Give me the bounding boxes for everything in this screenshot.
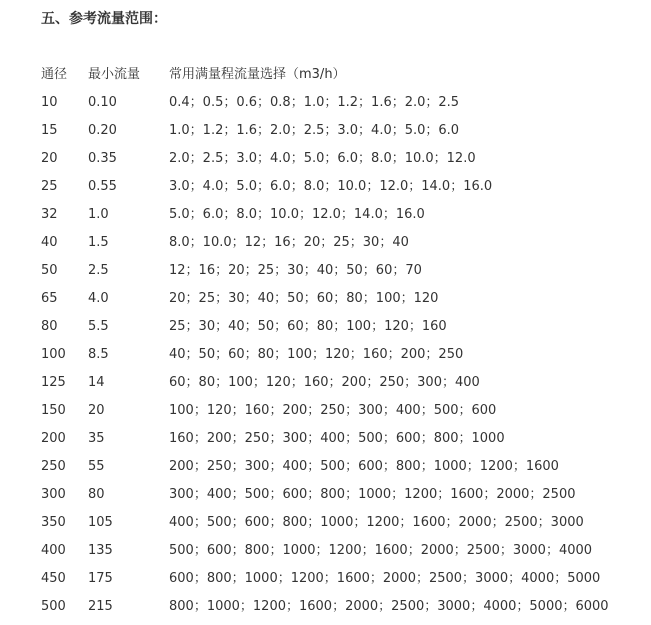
cell-full-scale-flow: 3.0；4.0；5.0；6.0；8.0；10.0；12.0；14.0；16.0 — [169, 179, 493, 194]
table-row — [41, 317, 641, 345]
cell-min-flow: 4.0 — [88, 291, 109, 306]
table-header-row — [41, 65, 641, 93]
cell-diameter: 65 — [41, 291, 58, 306]
table-row — [41, 457, 641, 485]
cell-min-flow: 0.55 — [88, 179, 117, 194]
cell-diameter: 150 — [41, 403, 66, 418]
cell-full-scale-flow: 2.0；2.5；3.0；4.0；5.0；6.0；8.0；10.0；12.0 — [169, 151, 476, 166]
table-row — [41, 485, 641, 513]
cell-min-flow: 105 — [88, 515, 113, 530]
cell-diameter: 300 — [41, 487, 66, 502]
section-title: 五、参考流量范围： — [41, 11, 167, 27]
flow-range-table — [41, 65, 641, 625]
cell-full-scale-flow: 1.0；1.2；1.6；2.0；2.5；3.0；4.0；5.0；6.0 — [169, 123, 460, 138]
cell-full-scale-flow: 500；600；800；1000；1200；1600；2000；2500；3000；4000 — [169, 543, 593, 558]
header-min-flow: 最小流量 — [88, 67, 141, 82]
table-row — [41, 149, 641, 177]
cell-full-scale-flow: 8.0；10.0；12；16；20；25；30；40 — [169, 235, 409, 250]
cell-full-scale-flow: 400；500；600；800；1000；1200；1600；2000；2500；3000 — [169, 515, 584, 530]
cell-diameter: 450 — [41, 571, 66, 586]
cell-full-scale-flow: 20；25；30；40；50；60；80；100；120 — [169, 291, 439, 306]
cell-min-flow: 0.10 — [88, 95, 117, 110]
cell-diameter: 200 — [41, 431, 66, 446]
cell-full-scale-flow: 40；50；60；80；100；120；160；200；250 — [169, 347, 464, 362]
table-row — [41, 177, 641, 205]
cell-full-scale-flow: 0.4；0.5；0.6；0.8；1.0；1.2；1.6；2.0；2.5 — [169, 95, 460, 110]
cell-min-flow: 55 — [88, 459, 105, 474]
cell-full-scale-flow: 160；200；250；300；400；500；600；800；1000 — [169, 431, 505, 446]
header-diameter: 通径 — [41, 67, 68, 82]
cell-min-flow: 215 — [88, 599, 113, 614]
table-row — [41, 261, 641, 289]
cell-diameter: 15 — [41, 123, 58, 138]
cell-diameter: 25 — [41, 179, 58, 194]
cell-diameter: 100 — [41, 347, 66, 362]
table-row — [41, 429, 641, 457]
cell-diameter: 80 — [41, 319, 58, 334]
table-row — [41, 569, 641, 597]
table-row — [41, 121, 641, 149]
table-row — [41, 289, 641, 317]
cell-full-scale-flow: 25；30；40；50；60；80；100；120；160 — [169, 319, 447, 334]
cell-diameter: 500 — [41, 599, 66, 614]
cell-min-flow: 8.5 — [88, 347, 109, 362]
cell-min-flow: 1.0 — [88, 207, 109, 222]
table-row — [41, 541, 641, 569]
cell-min-flow: 175 — [88, 571, 113, 586]
cell-min-flow: 2.5 — [88, 263, 109, 278]
cell-full-scale-flow: 100；120；160；200；250；300；400；500；600 — [169, 403, 497, 418]
cell-min-flow: 80 — [88, 487, 105, 502]
table-body — [41, 93, 641, 625]
cell-diameter: 350 — [41, 515, 66, 530]
cell-min-flow: 135 — [88, 543, 113, 558]
table-row — [41, 345, 641, 373]
cell-min-flow: 0.35 — [88, 151, 117, 166]
cell-diameter: 250 — [41, 459, 66, 474]
cell-min-flow: 20 — [88, 403, 105, 418]
cell-full-scale-flow: 200；250；300；400；500；600；800；1000；1200；1600 — [169, 459, 559, 474]
cell-full-scale-flow: 12；16；20；25；30；40；50；60；70 — [169, 263, 422, 278]
cell-diameter: 40 — [41, 235, 58, 250]
table-row — [41, 93, 641, 121]
cell-min-flow: 0.20 — [88, 123, 117, 138]
cell-diameter: 125 — [41, 375, 66, 390]
cell-diameter: 400 — [41, 543, 66, 558]
cell-min-flow: 1.5 — [88, 235, 109, 250]
cell-diameter: 50 — [41, 263, 58, 278]
cell-min-flow: 14 — [88, 375, 105, 390]
cell-full-scale-flow: 60；80；100；120；160；200；250；300；400 — [169, 375, 480, 390]
table-row — [41, 513, 641, 541]
cell-diameter: 20 — [41, 151, 58, 166]
cell-full-scale-flow: 300；400；500；600；800；1000；1200；1600；2000；2500 — [169, 487, 576, 502]
cell-full-scale-flow: 5.0；6.0；8.0；10.0；12.0；14.0；16.0 — [169, 207, 425, 222]
cell-diameter: 32 — [41, 207, 58, 222]
cell-min-flow: 35 — [88, 431, 105, 446]
cell-diameter: 10 — [41, 95, 58, 110]
table-row — [41, 401, 641, 429]
table-row — [41, 373, 641, 401]
table-row — [41, 233, 641, 261]
header-full-scale-flow: 常用满量程流量选择（m3/h） — [169, 67, 346, 82]
cell-full-scale-flow: 600；800；1000；1200；1600；2000；2500；3000；4000；5000 — [169, 571, 601, 586]
table-row — [41, 597, 641, 625]
cell-min-flow: 5.5 — [88, 319, 109, 334]
table-row — [41, 205, 641, 233]
cell-full-scale-flow: 800；1000；1200；1600；2000；2500；3000；4000；5000；6000 — [169, 599, 609, 614]
